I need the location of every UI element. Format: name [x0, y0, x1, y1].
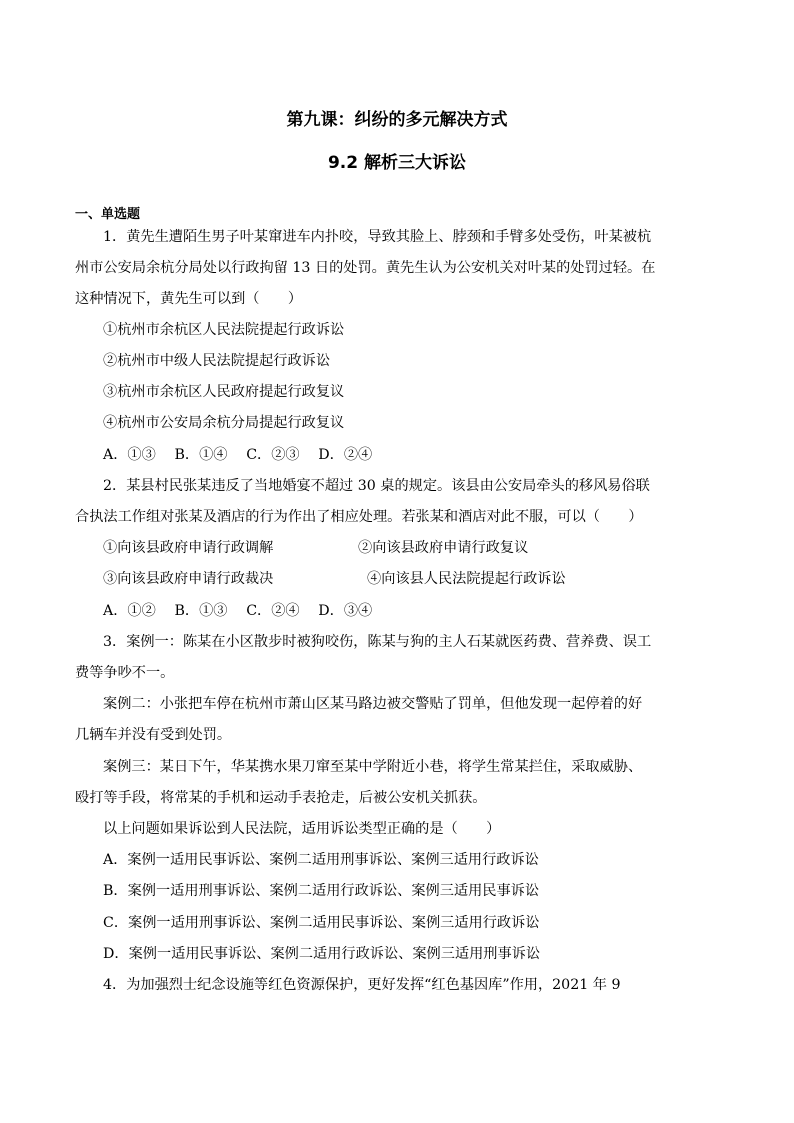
q1-item-1: ①杭州市余杭区人民法院提起行政诉讼 [103, 322, 345, 338]
q1-stem-line-3: 这种情况下，黄先生可以到（ ） [75, 291, 303, 307]
q3-option-a: A．案例一适用民事诉讼、案例二适用刑事诉讼、案例三适用行政诉讼 [103, 852, 539, 868]
q2-item-4: ④向该县人民法院提起行政诉讼 [367, 571, 566, 587]
q2-stem-line-1: 2．某县村民张某违反了当地婚宴不超过 30 桌的规定。该县由公安局牵头的移风易俗联 [103, 478, 650, 494]
section-heading: 一、单选题 [75, 207, 141, 222]
q2-item-2: ②向该县政府申请行政复议 [358, 540, 529, 556]
q2-stem-line-2: 合执法工作组对张某及酒店的行为作出了相应处理。若张某和酒店对此不服，可以（ ） [75, 509, 643, 525]
q3-case3-line-1: 案例三：某日下午，华某携水果刀窜至某中学附近小巷，将学生常某拦住，采取威胁、 [103, 759, 643, 775]
q3-case2-line-1: 案例二：小张把车停在杭州市萧山区某马路边被交警贴了罚单，但他发现一起停着的好 [103, 696, 643, 712]
q3-case2-line-2: 几辆车并没有受到处罚。 [75, 727, 232, 743]
q3-case1-line-1: 3．案例一：陈某在小区散步时被狗咬伤，陈某与狗的主人石某就医药费、营养费、误工 [103, 634, 652, 650]
q3-option-d: D．案例一适用民事诉讼、案例二适用行政诉讼、案例三适用刑事诉讼 [103, 946, 541, 962]
q3-case1-line-2: 费等争吵不一。 [75, 665, 175, 681]
q4-stem-line-1: 4．为加强烈士纪念设施等红色资源保护，更好发挥“红色基因库”作用，2021 年 9 [103, 977, 621, 993]
q3-option-c: C．案例一适用刑事诉讼、案例二适用民事诉讼、案例三适用行政诉讼 [103, 915, 540, 931]
q1-item-4: ④杭州市公安局余杭分局提起行政复议 [103, 415, 345, 431]
q2-item-1: ①向该县政府申请行政调解 [103, 540, 274, 556]
q3-option-b: B．案例一适用刑事诉讼、案例二适用行政诉讼、案例三适用民事诉讼 [103, 883, 540, 899]
q1-stem-line-2: 州市公安局余杭分局处以行政拘留 13 日的处罚。黄先生认为公安机关对叶某的处罚过轻。在 [75, 260, 656, 276]
q1-stem-line-1: 1．黄先生遭陌生男子叶某窜进车内扑咬，导致其脸上、脖颈和手臂多处受伤，叶某被杭 [103, 229, 652, 245]
q1-item-2: ②杭州市中级人民法院提起行政诉讼 [103, 353, 331, 369]
q1-item-3: ③杭州市余杭区人民政府提起行政复议 [103, 384, 345, 400]
q3-case3-line-2: 殴打等手段，将常某的手机和运动手表抢走，后被公安机关抓获。 [75, 790, 487, 806]
q3-question: 以上问题如果诉讼到人民法院，适用诉讼类型正确的是（ ） [103, 821, 501, 837]
lesson-subtitle: 9.2 解析三大诉讼 [327, 153, 467, 173]
q2-item-3: ③向该县政府申请行政裁决 [103, 571, 274, 587]
q2-options: A．①② B．①③ C．②④ D．③④ [103, 603, 373, 619]
lesson-title: 第九课：纠纷的多元解决方式 [286, 110, 508, 130]
q1-options: A．①③ B．①④ C．②③ D．②④ [103, 447, 373, 463]
